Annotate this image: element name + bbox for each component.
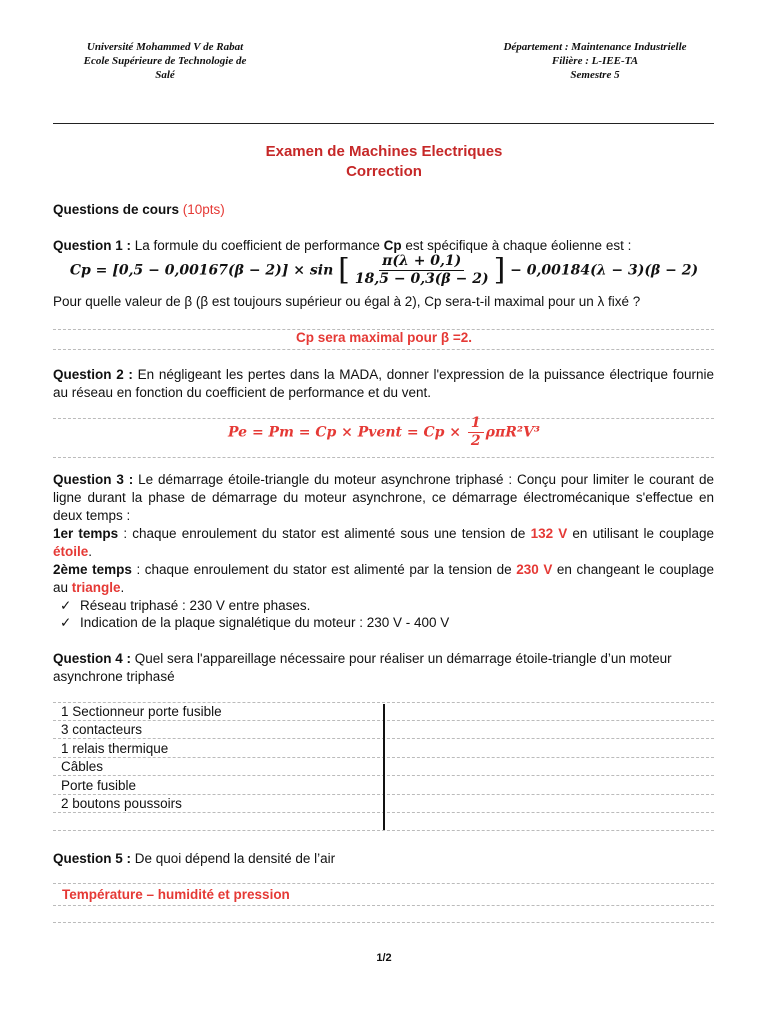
bracket-open: [ (338, 252, 350, 288)
check-icon: ✓ (60, 615, 72, 630)
q1-formula-den: 18,5 − 0,3(β − 2) (354, 271, 489, 287)
q1-formula-rhs: − 0,00184(λ − 3)(β − 2) (510, 262, 699, 279)
q3-step1-label: 1er temps (53, 526, 119, 541)
q2-formula (0, 415, 768, 450)
q5-text: De quoi dépend la densité de l’air (131, 851, 336, 866)
q1-formula-lhs: Cp = [0,5 − 0,00167(β − 2)] × sin (69, 262, 334, 279)
q3-step1-text: : chaque enroulement du stator est alimenté sous une tension de (118, 526, 531, 541)
header-school: Ecole Supérieure de Technologie de (83, 55, 247, 67)
q3-step2-text: : chaque enroulement du stator est alimenté par la tension de (131, 562, 517, 577)
q2-formula-lhs: Pe = Pm = Cp × Pvent = Cp × (228, 424, 462, 441)
q4-statement (53, 650, 714, 686)
q1-formula-fraction (352, 253, 492, 288)
q1-formula (0, 253, 768, 288)
q2-text: En négligeant les pertes dans la MADA, donner l'expression de la puissance électrique fournie au réseau en fonction du coefficient de performance et du vent. (53, 367, 714, 400)
check-icon: ✓ (60, 598, 72, 613)
header-city: Salé (155, 69, 175, 81)
answer-line (53, 349, 714, 350)
q4-text: Quel sera l'appareillage nécessaire pour réaliser un démarrage étoile-triangle d’un moteur asynchrone triphasé (53, 651, 672, 684)
section-heading (53, 201, 714, 219)
q3-step2-text2: en changeant le couplage au (53, 562, 715, 595)
q1-question: Pour quelle valeur de β (β est toujours supérieur ou égal à 2), Cp sera-t-il maximal pour un λ fixé ? (53, 294, 641, 309)
q4-item-text: 3 contacteurs (61, 722, 143, 737)
q5-label: Question 5 : (53, 851, 132, 866)
page-number: 1/2 (376, 952, 392, 964)
q2-label: Question 2 : (53, 367, 133, 382)
header-university: Université Mohammed V de Rabat (86, 41, 244, 53)
q3-bullet (60, 597, 700, 615)
q3-step2: 2ème temps : chaque enroulement du stator est alimenté par la tension de 230 V en changeant le couplage au triangle. (53, 562, 715, 595)
exam-subtitle: Correction (346, 163, 422, 180)
answer-line (53, 922, 714, 923)
answer-line (53, 905, 714, 906)
column-divider (383, 704, 385, 830)
section-label: Questions de cours (53, 202, 183, 217)
q1-formula-num: π(λ + 0,1) (379, 253, 464, 271)
q2-formula-fraction (468, 415, 484, 450)
q5-answer: Température – humidité et pression (62, 887, 290, 902)
q4-label: Question 4 : (53, 651, 132, 666)
q3-statement (53, 471, 714, 525)
header-institution (60, 40, 270, 82)
q3-step2-voltage: 230 V (516, 562, 553, 577)
q2-formula-den: 2 (470, 433, 481, 449)
q3-step1-voltage: 132 V (530, 526, 568, 541)
q1-text-before: La formule du coefficient de performance (131, 238, 384, 253)
header-dept: Département : Maintenance Industrielle (503, 41, 687, 53)
q4-item-text: 1 relais thermique (61, 741, 169, 756)
header-department (470, 40, 720, 82)
q2-statement (53, 366, 714, 402)
q5-statement (53, 850, 714, 868)
q4-item-text: Câbles (61, 759, 104, 774)
q4-item-text: 2 boutons poussoirs (61, 796, 182, 811)
q3-bullet-text: Réseau triphasé : 230 V entre phases. (80, 598, 311, 613)
header-divider (53, 123, 714, 124)
header-filiere: Filière : L-IEE-TA (551, 55, 639, 67)
q4-item-text: 1 Sectionneur porte fusible (61, 704, 222, 719)
bracket-close: ] (493, 252, 506, 288)
q3-intro: Le démarrage étoile-triangle du moteur asynchrone triphasé : Conçu pour limiter le courant de ligne durant la phase de démarrage du moteur asynchrone, ce démarrage électromécanique s'effectue en deux temps : (53, 472, 714, 523)
q1-cp: Cp (383, 238, 402, 253)
q1-answer: Cp sera maximal pour β =2. (296, 330, 472, 345)
q2-formula-num: 1 (468, 415, 484, 433)
q1-label: Question 1 : (53, 238, 132, 253)
q3-label: Question 3 : (53, 472, 134, 487)
section-points: (10pts) (182, 202, 225, 217)
q3-step1: 1er temps : chaque enroulement du stator est alimenté sous une tension de 132 V en utilisant le couplage étoile. (53, 526, 714, 559)
q3-bullet-text: Indication de la plaque signalétique du moteur : 230 V - 400 V (80, 615, 450, 630)
q4-item-text: Porte fusible (61, 778, 137, 793)
q3-step2-coupling: triangle (71, 580, 121, 595)
q3-bullet (60, 614, 700, 632)
answer-line (53, 457, 714, 458)
exam-title: Examen de Machines Electriques (265, 143, 503, 160)
answer-line (53, 883, 714, 884)
q3-step1-text2: en utilisant le couplage (567, 526, 714, 541)
q2-formula-rhs: ρπR²V³ (485, 424, 540, 441)
q3-step1-coupling: étoile (53, 544, 89, 559)
answer-line (53, 830, 714, 831)
q1-text-after: est spécifique à chaque éolienne est : (401, 238, 632, 253)
q3-step2-label: 2ème temps (53, 562, 132, 577)
header-semester: Semestre 5 (570, 69, 620, 81)
